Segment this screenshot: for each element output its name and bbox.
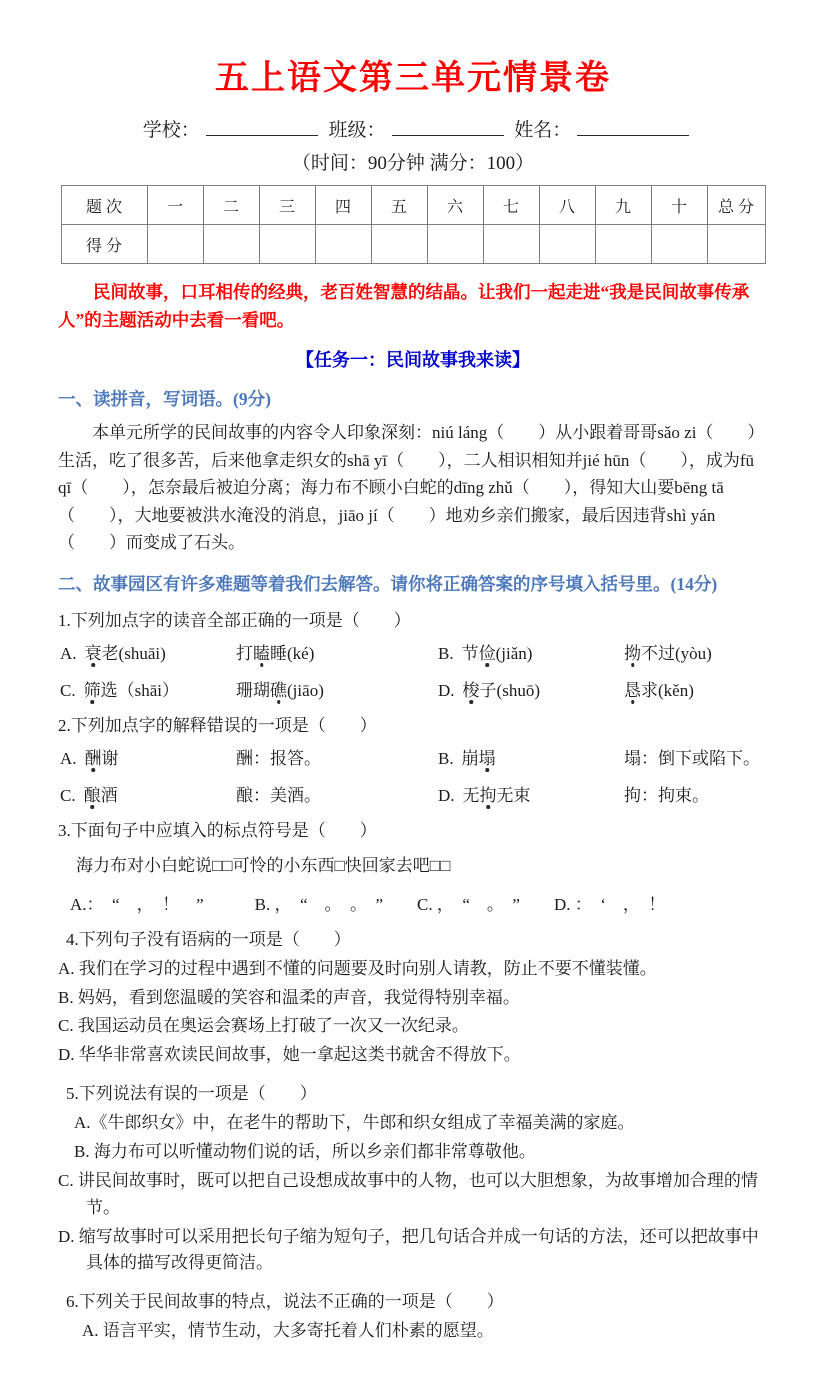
q1-word-c2: 珊瑚礁(jiāo) — [236, 676, 438, 701]
q6-option-a: A. 语言平实，情节生动，大多寄托着人们朴素的愿望。 — [82, 1321, 494, 1341]
score-header-cell: 二 — [203, 186, 259, 225]
score-header-cell: 题 次 — [61, 186, 147, 225]
score-cell — [707, 225, 765, 264]
score-header-cell: 六 — [427, 186, 483, 225]
q1-option-d: D. 梭子(shuō) — [438, 676, 624, 701]
question6-options — [58, 1318, 768, 1345]
score-cell — [203, 225, 259, 264]
score-header-cell: 七 — [483, 186, 539, 225]
score-row-label: 得 分 — [61, 225, 147, 264]
q1-word-a2: 打瞌睡(ké) — [236, 639, 438, 664]
score-cell — [483, 225, 539, 264]
q4-option-b: B. 妈妈，看到您温暖的笑容和温柔的声音，我觉得特别幸福。 — [58, 987, 520, 1007]
score-table — [61, 185, 766, 264]
question4-stem: 4.下列句子没有语病的一项是（ ） — [66, 929, 351, 949]
section1-heading: 一、读拼音，写词语。(9分) — [58, 389, 271, 409]
score-table-score-row — [61, 225, 765, 264]
intro-paragraph: 民间故事，口耳相传的经典，老百姓智慧的结晶。让我们一起走进“我是民间故事传承人”的主题活动中去看一看吧。 — [58, 282, 750, 330]
section1-paragraph: 本单元所学的民间故事的内容令人印象深刻：niú láng（ ）从小跟着哥哥sǎo zi（ ）生活，吃了很多苦，后来他拿走织女的shā yī（ ），二人相识相知并jié hūn（ ），成为fū qī（ ），怎奈最后被迫分离；海力布不顾小白蛇的dīng zhǔ（ ），得知大山要bēng tā（ ），大地要被洪水淹没的消息，jiāo jí（ ）地劝乡亲们搬家，最后因违背shì yán（ ）而变成了石头。 — [58, 423, 765, 553]
q2-option-b: B. 崩塌 — [438, 744, 624, 769]
question5-options — [58, 1110, 768, 1277]
q2-gloss-a: 酬：报答。 — [236, 748, 321, 768]
q2-word-a: 酬谢 — [85, 749, 119, 768]
q1-word-b2: 拗不过(yòu) — [624, 639, 768, 664]
question1-stem: 1.下列加点字的读音全部正确的一项是（ ） — [58, 610, 411, 630]
score-cell — [371, 225, 427, 264]
question3-options: A.： “ ， ！ ” B. ， “ 。 。 ” C. ， “ 。 ” D. ： ‘ ， ！ — [70, 894, 666, 914]
score-cell — [147, 225, 203, 264]
score-header-cell: 一 — [147, 186, 203, 225]
task1-heading: 【任务一：民间故事我来读】 — [296, 350, 530, 370]
q2-gloss-d: 拘：拘束。 — [624, 785, 709, 805]
score-header-cell: 八 — [539, 186, 595, 225]
school-label: 学校： — [142, 120, 200, 141]
class-blank[interactable] — [392, 116, 504, 136]
score-header-cell: 十 — [651, 186, 707, 225]
name-blank[interactable] — [577, 116, 689, 136]
section2-heading: 二、故事园区有许多难题等着我们去解答。请你将正确答案的序号填入括号里。(14分) — [58, 573, 718, 594]
q1-word-d2: 恳求(kěn) — [624, 676, 768, 701]
q1-word-b1: 节俭(jiǎn) — [462, 644, 533, 663]
score-cell — [315, 225, 371, 264]
page-title: 五上语文第三单元情景卷 — [215, 59, 611, 97]
question2-options — [58, 744, 768, 806]
score-cell — [595, 225, 651, 264]
q1-word-c1: 筛选（shāi） — [84, 681, 179, 700]
question3-sentence: 海力布对小白蛇说□□可怜的小东西□快回家去吧□□ — [76, 855, 451, 875]
q2-word-c: 酿酒 — [84, 786, 118, 805]
class-label: 班级： — [328, 120, 386, 141]
score-cell — [539, 225, 595, 264]
q2-option-a: A. 酬谢 — [60, 744, 236, 769]
q1-option-c: C. 筛选（shāi） — [60, 676, 236, 701]
q2-option-c: C. 酿酒 — [60, 781, 236, 806]
q1-word-a1: 衰老(shuāi) — [85, 644, 166, 663]
q1-word-d1: 梭子(shuō) — [463, 681, 540, 700]
question5-stem: 5.下列说法有误的一项是（ ） — [66, 1084, 317, 1104]
q5-option-c: C. 讲民间故事时，既可以把自己设想成故事中的人物，也可以大胆想象，为故事增加合理的情节。 — [58, 1170, 758, 1217]
score-header-cell: 五 — [371, 186, 427, 225]
q2-gloss-b: 塌：倒下或陷下。 — [624, 748, 760, 768]
q1-option-a: A. 衰老(shuāi) — [60, 639, 236, 664]
name-label: 姓名： — [514, 120, 572, 141]
q5-option-a: A.《牛郎织女》中，在老牛的帮助下，牛郎和织女组成了幸福美满的家庭。 — [74, 1113, 635, 1133]
question4-options — [58, 956, 768, 1069]
score-cell — [427, 225, 483, 264]
question2-stem: 2.下列加点字的解释错误的一项是（ ） — [58, 715, 377, 735]
question6-stem: 6.下列关于民间故事的特点，说法不正确的一项是（ ） — [66, 1292, 504, 1312]
q5-option-d: D. 缩写故事时可以采用把长句子缩为短句子，把几句话合并成一句话的方法，还可以把故事中具体的描写改得更简洁。 — [58, 1226, 759, 1273]
q4-option-a: A. 我们在学习的过程中遇到不懂的问题要及时向别人请教，防止不要不懂装懂。 — [58, 958, 657, 978]
student-info-line — [58, 115, 768, 142]
question1-options — [58, 639, 768, 701]
score-header-cell: 总 分 — [707, 186, 765, 225]
q5-option-b: B. 海力布可以听懂动物们说的话，所以乡亲们都非常尊敬他。 — [74, 1141, 536, 1161]
score-header-cell: 四 — [315, 186, 371, 225]
school-blank[interactable] — [206, 116, 318, 136]
score-header-cell: 九 — [595, 186, 651, 225]
q4-option-d: D. 华华非常喜欢读民间故事，她一拿起这类书就舍不得放下。 — [58, 1045, 521, 1065]
score-header-cell: 三 — [259, 186, 315, 225]
q2-option-d: D. 无拘无束 — [438, 781, 624, 806]
score-cell — [651, 225, 707, 264]
q1-option-b: B. 节俭(jiǎn) — [438, 639, 624, 664]
question3-stem: 3.下面句子中应填入的标点符号是（ ） — [58, 820, 377, 840]
q2-word-b: 崩塌 — [462, 749, 496, 768]
score-table-header-row — [61, 186, 765, 225]
score-cell — [259, 225, 315, 264]
time-score-line: （时间：90分钟 满分：100） — [291, 153, 535, 174]
q2-gloss-c: 酿：美酒。 — [236, 785, 321, 805]
q4-option-c: C. 我国运动员在奥运会赛场上打破了一次又一次纪录。 — [58, 1016, 469, 1036]
q2-word-d: 无拘无束 — [463, 786, 531, 805]
